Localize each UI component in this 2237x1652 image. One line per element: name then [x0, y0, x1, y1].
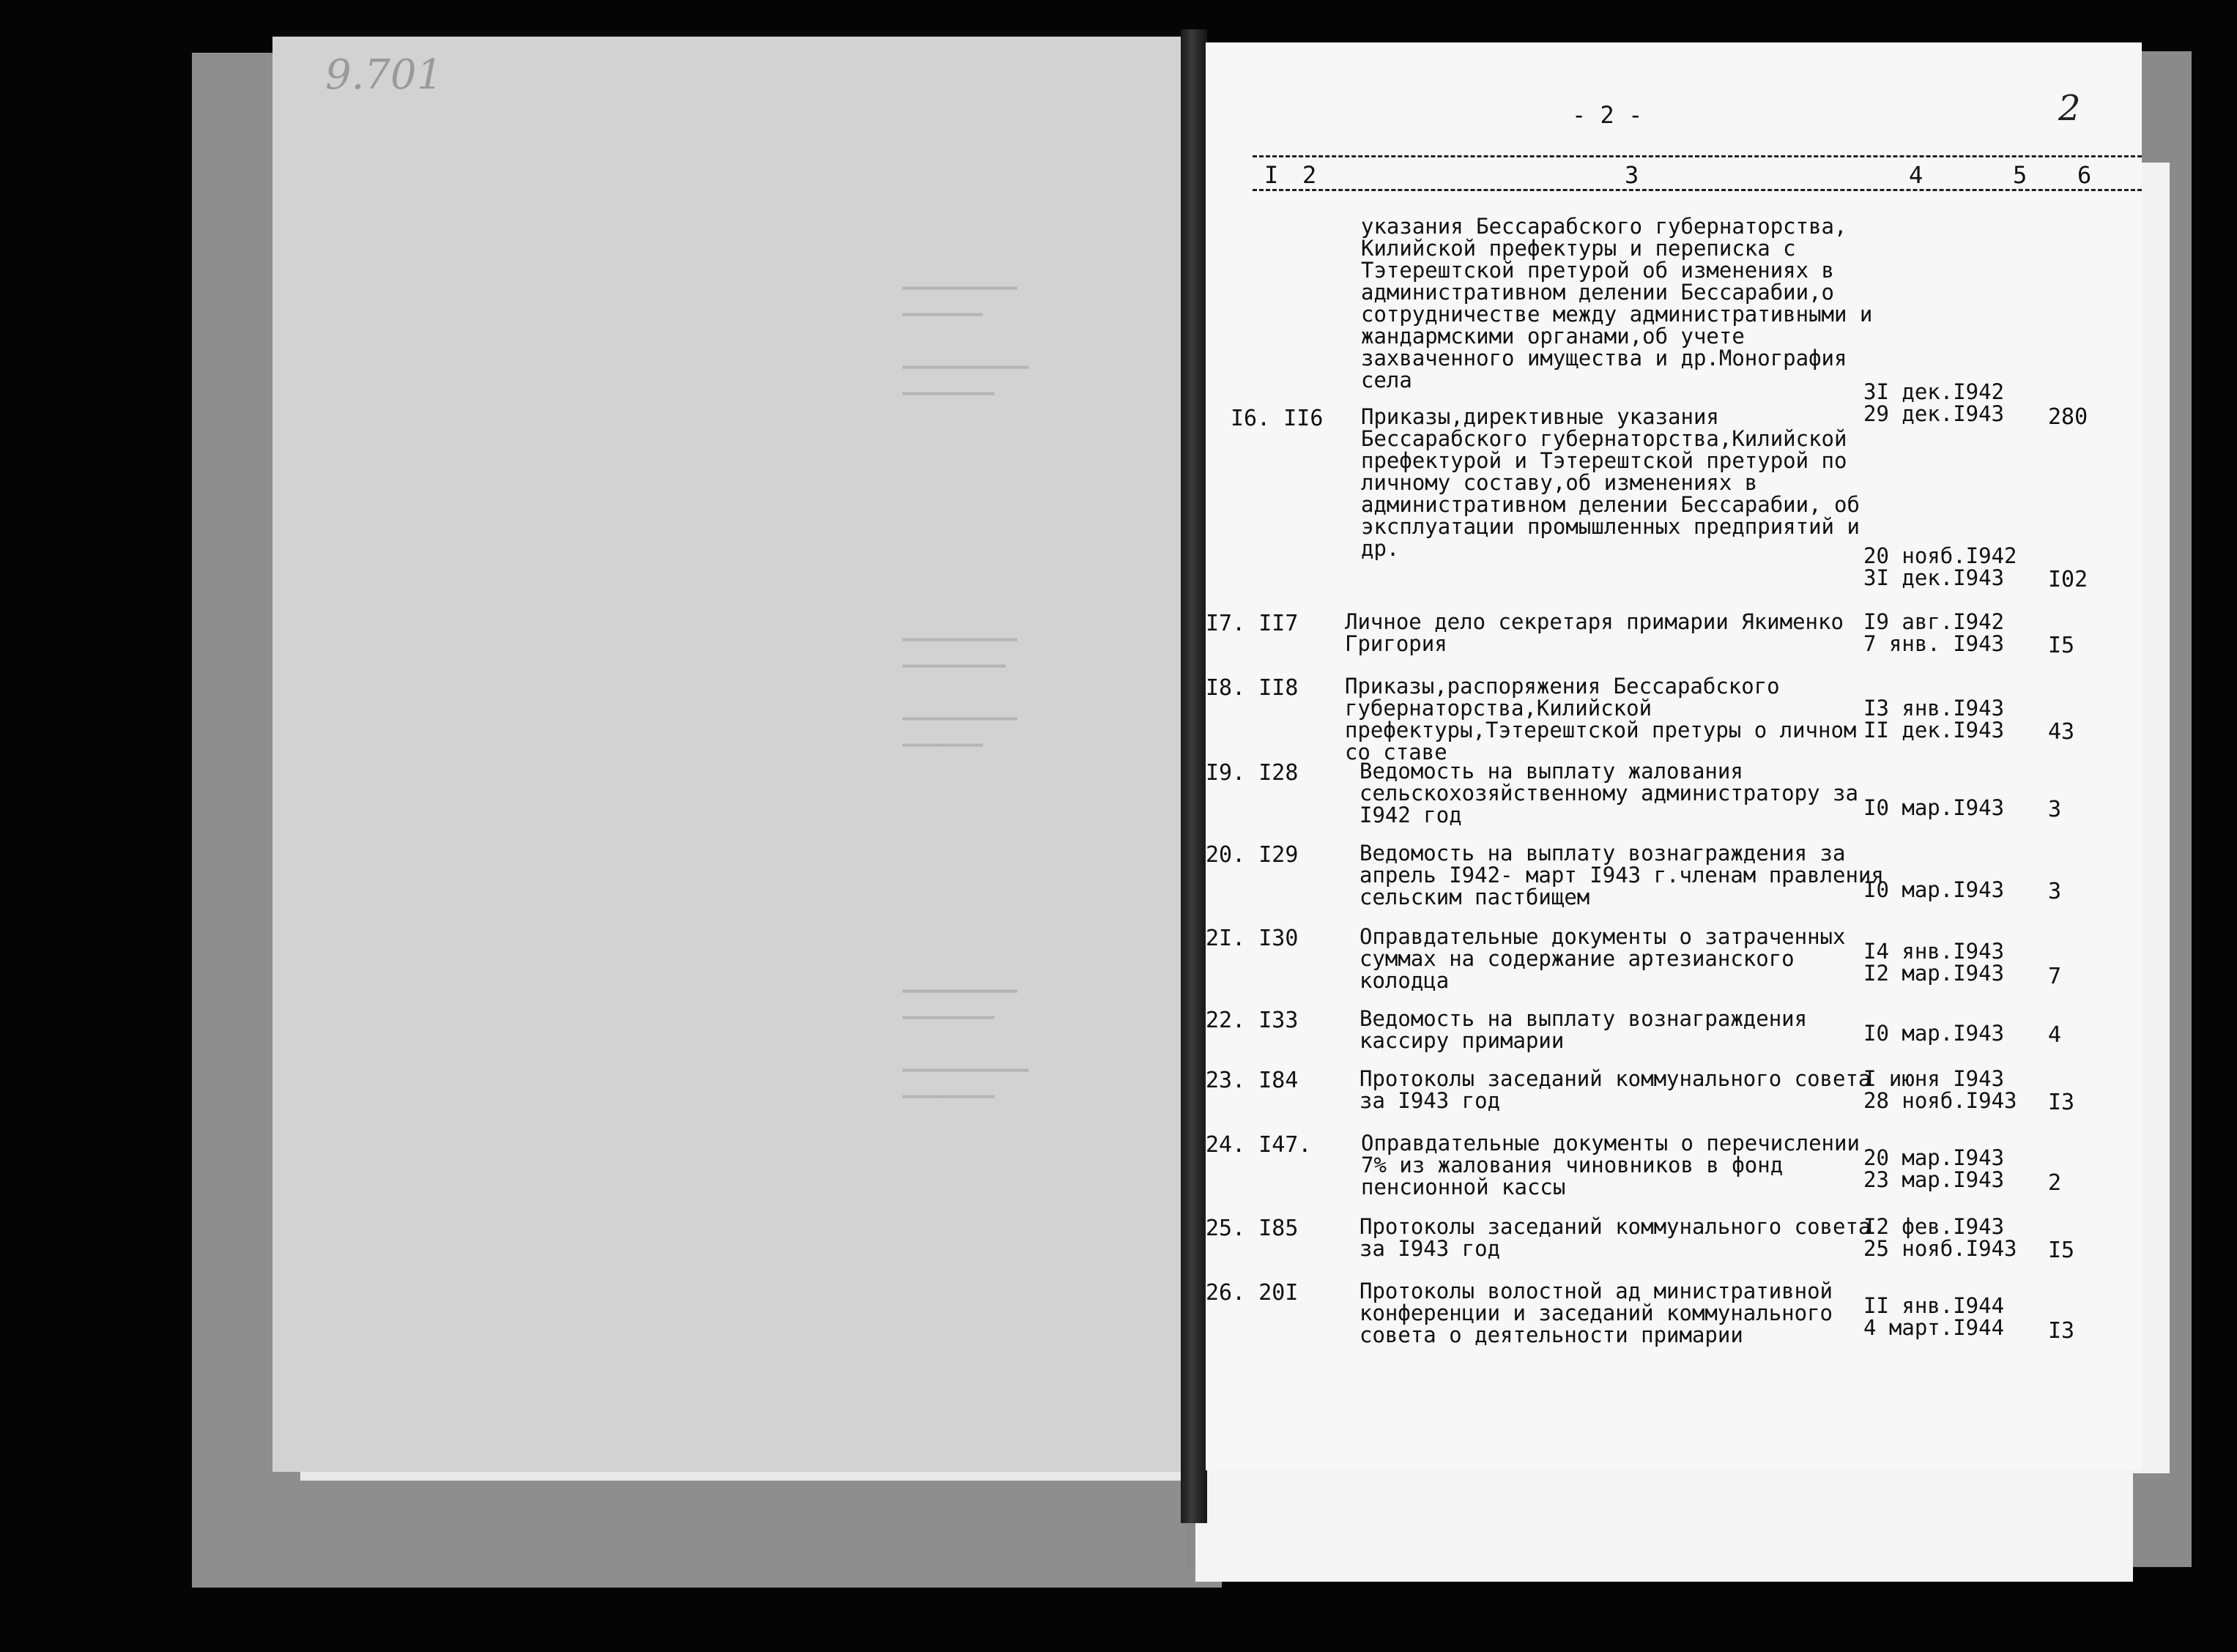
entry-number: I9. I28: [1206, 760, 1299, 786]
bleed-through-text: ▔▔▔▔▔▔▔▔▔▔ ▔▔▔▔▔▔▔ ▔▔▔▔▔▔▔▔▔▔▔ ▔▔▔▔▔▔▔▔: [902, 288, 1029, 415]
underlying-sheet-bottom: [1195, 1465, 2133, 1582]
col-header-3: 3: [1625, 161, 1639, 189]
date-end: II дек.I943: [1863, 718, 2005, 743]
date-end: 23 мар.I943: [1863, 1167, 2005, 1192]
entry-title: Протоколы заседаний коммунального совета за I943 год: [1359, 1214, 1871, 1261]
entry-title: Протоколы заседаний коммунального совета за I943 год: [1359, 1066, 1871, 1113]
entry-title: Личное дело секретаря примарии Якименко Григория: [1345, 609, 1844, 656]
col-header-5: 5: [2013, 161, 2028, 189]
col-header-1: I: [1264, 161, 1279, 189]
page-number: - 2 -: [1572, 101, 1643, 129]
entry-number: 22. I33: [1206, 1008, 1299, 1033]
date-end: 28 нояб.I943: [1863, 1088, 2017, 1113]
entry-number: I7. II7: [1206, 611, 1299, 636]
entry-title: указания Бессарабского губернаторства, Килийской префектуры и переписка с Тэтерештской претурой об изменениях в административном делении Бессарабии,о сотрудничестве между административными и жандармскими органами,об учете захваченного имущества и др.Монография села: [1361, 214, 1873, 392]
entry-number: 26. 20I: [1206, 1280, 1299, 1306]
pencil-mark: 9.701: [325, 51, 443, 99]
entry-title: Оправдательные документы о затраченных суммах на содержание артезианского колодца: [1359, 924, 1846, 993]
entry-title: Ведомость на выплату жалования сельскохозяйственному администратору за I942 год: [1359, 759, 1858, 827]
header-rule-bottom: [1253, 189, 2142, 191]
page-count: 7: [2048, 964, 2062, 989]
col-header-4: 4: [1909, 161, 1923, 189]
page-count: 3: [2048, 879, 2062, 904]
date-end: I0 мар.I943: [1863, 877, 2005, 902]
page-count: 280: [2048, 404, 2088, 430]
page-count: 4: [2048, 1022, 2062, 1048]
entry-number: 25. I85: [1206, 1216, 1299, 1241]
page-count: 2: [2048, 1170, 2062, 1196]
entry-title: Протоколы волостной ад министративной конференции и заседаний коммунального совета о деятельности примарии: [1359, 1279, 1833, 1347]
date-end: I0 мар.I943: [1863, 1021, 2005, 1046]
entry-number: I8. II8: [1206, 675, 1299, 701]
date-start: I2 фев.I943: [1863, 1214, 2005, 1239]
col-header-2: 2: [1302, 161, 1317, 189]
date-end: 25 нояб.I943: [1863, 1236, 2017, 1261]
date-start: II янв.I944: [1863, 1293, 2005, 1318]
bleed-through-text: ▔▔▔▔▔▔▔▔▔▔ ▔▔▔▔▔▔▔▔▔ ▔▔▔▔▔▔▔▔▔▔ ▔▔▔▔▔▔▔: [902, 639, 1017, 767]
date-end: 7 янв. I943: [1863, 631, 2005, 656]
date-start: I июня I943: [1863, 1066, 2005, 1091]
date-start: 20 мар.I943: [1863, 1145, 2005, 1170]
date-end: 3I дек.I943: [1863, 565, 2005, 590]
date-end: 4 март.I944: [1863, 1315, 2005, 1340]
book-gutter: [1181, 29, 1207, 1523]
entry-number: 2I. I30: [1206, 926, 1299, 951]
page-count: 3: [2048, 797, 2062, 822]
date-start: I3 янв.I943: [1863, 696, 2005, 721]
date-end: I0 мар.I943: [1863, 795, 2005, 820]
entry-number: I6. II6: [1231, 406, 1324, 431]
entry-number: 24. I47.: [1206, 1132, 1312, 1158]
page-count: I3: [2048, 1318, 2075, 1344]
page-count: I5: [2048, 633, 2075, 658]
page-count: 43: [2048, 719, 2075, 745]
entry-number: 23. I84: [1206, 1068, 1299, 1093]
page-count: I3: [2048, 1090, 2075, 1115]
date-start: 3I дек.I942: [1863, 379, 2005, 404]
entry-title: Ведомость на выплату вознаграждения за апрель I942- март I943 г.членам правления сельским пастбищем: [1359, 841, 1884, 909]
date-start: 20 нояб.I942: [1863, 543, 2017, 568]
date-end: I2 мар.I943: [1863, 961, 2005, 986]
entry-title: Ведомость на выплату вознаграждения кассиру примарии: [1359, 1006, 1808, 1053]
date-end: 29 дек.I943: [1863, 401, 2005, 426]
header-rule-top: [1253, 155, 2142, 157]
left-page: [272, 37, 1188, 1472]
col-header-6: 6: [2077, 161, 2092, 189]
page-count: I02: [2048, 567, 2088, 592]
handwritten-page-number: 2: [2058, 88, 2081, 129]
entry-title: Оправдательные документы о перечислении 7% из жалования чиновников в фонд пенсионной кассы: [1361, 1131, 1860, 1199]
entry-number: 20. I29: [1206, 842, 1299, 868]
bleed-through-text: ▔▔▔▔▔▔▔▔▔▔ ▔▔▔▔▔▔▔▔ ▔▔▔▔▔▔▔▔▔▔▔ ▔▔▔▔▔▔▔▔: [902, 991, 1029, 1118]
date-start: I4 янв.I943: [1863, 939, 2005, 964]
page-count: I5: [2048, 1238, 2075, 1263]
entry-title: Приказы,директивные указания Бессарабского губернаторства,Килийской префектурой и Тэтерештской претурой по личному составу,об изменениях в административном делении Бессарабии, об эксплуатации промышленных предприятий и др.: [1361, 404, 1860, 561]
right-page: [1206, 42, 2142, 1470]
entry-title: Приказы,распоряжения Бессарабского губернаторства,Килийской префектуры,Тэтерештской претуры о личном со ставе: [1345, 674, 1857, 764]
date-start: I9 авг.I942: [1863, 609, 2005, 634]
